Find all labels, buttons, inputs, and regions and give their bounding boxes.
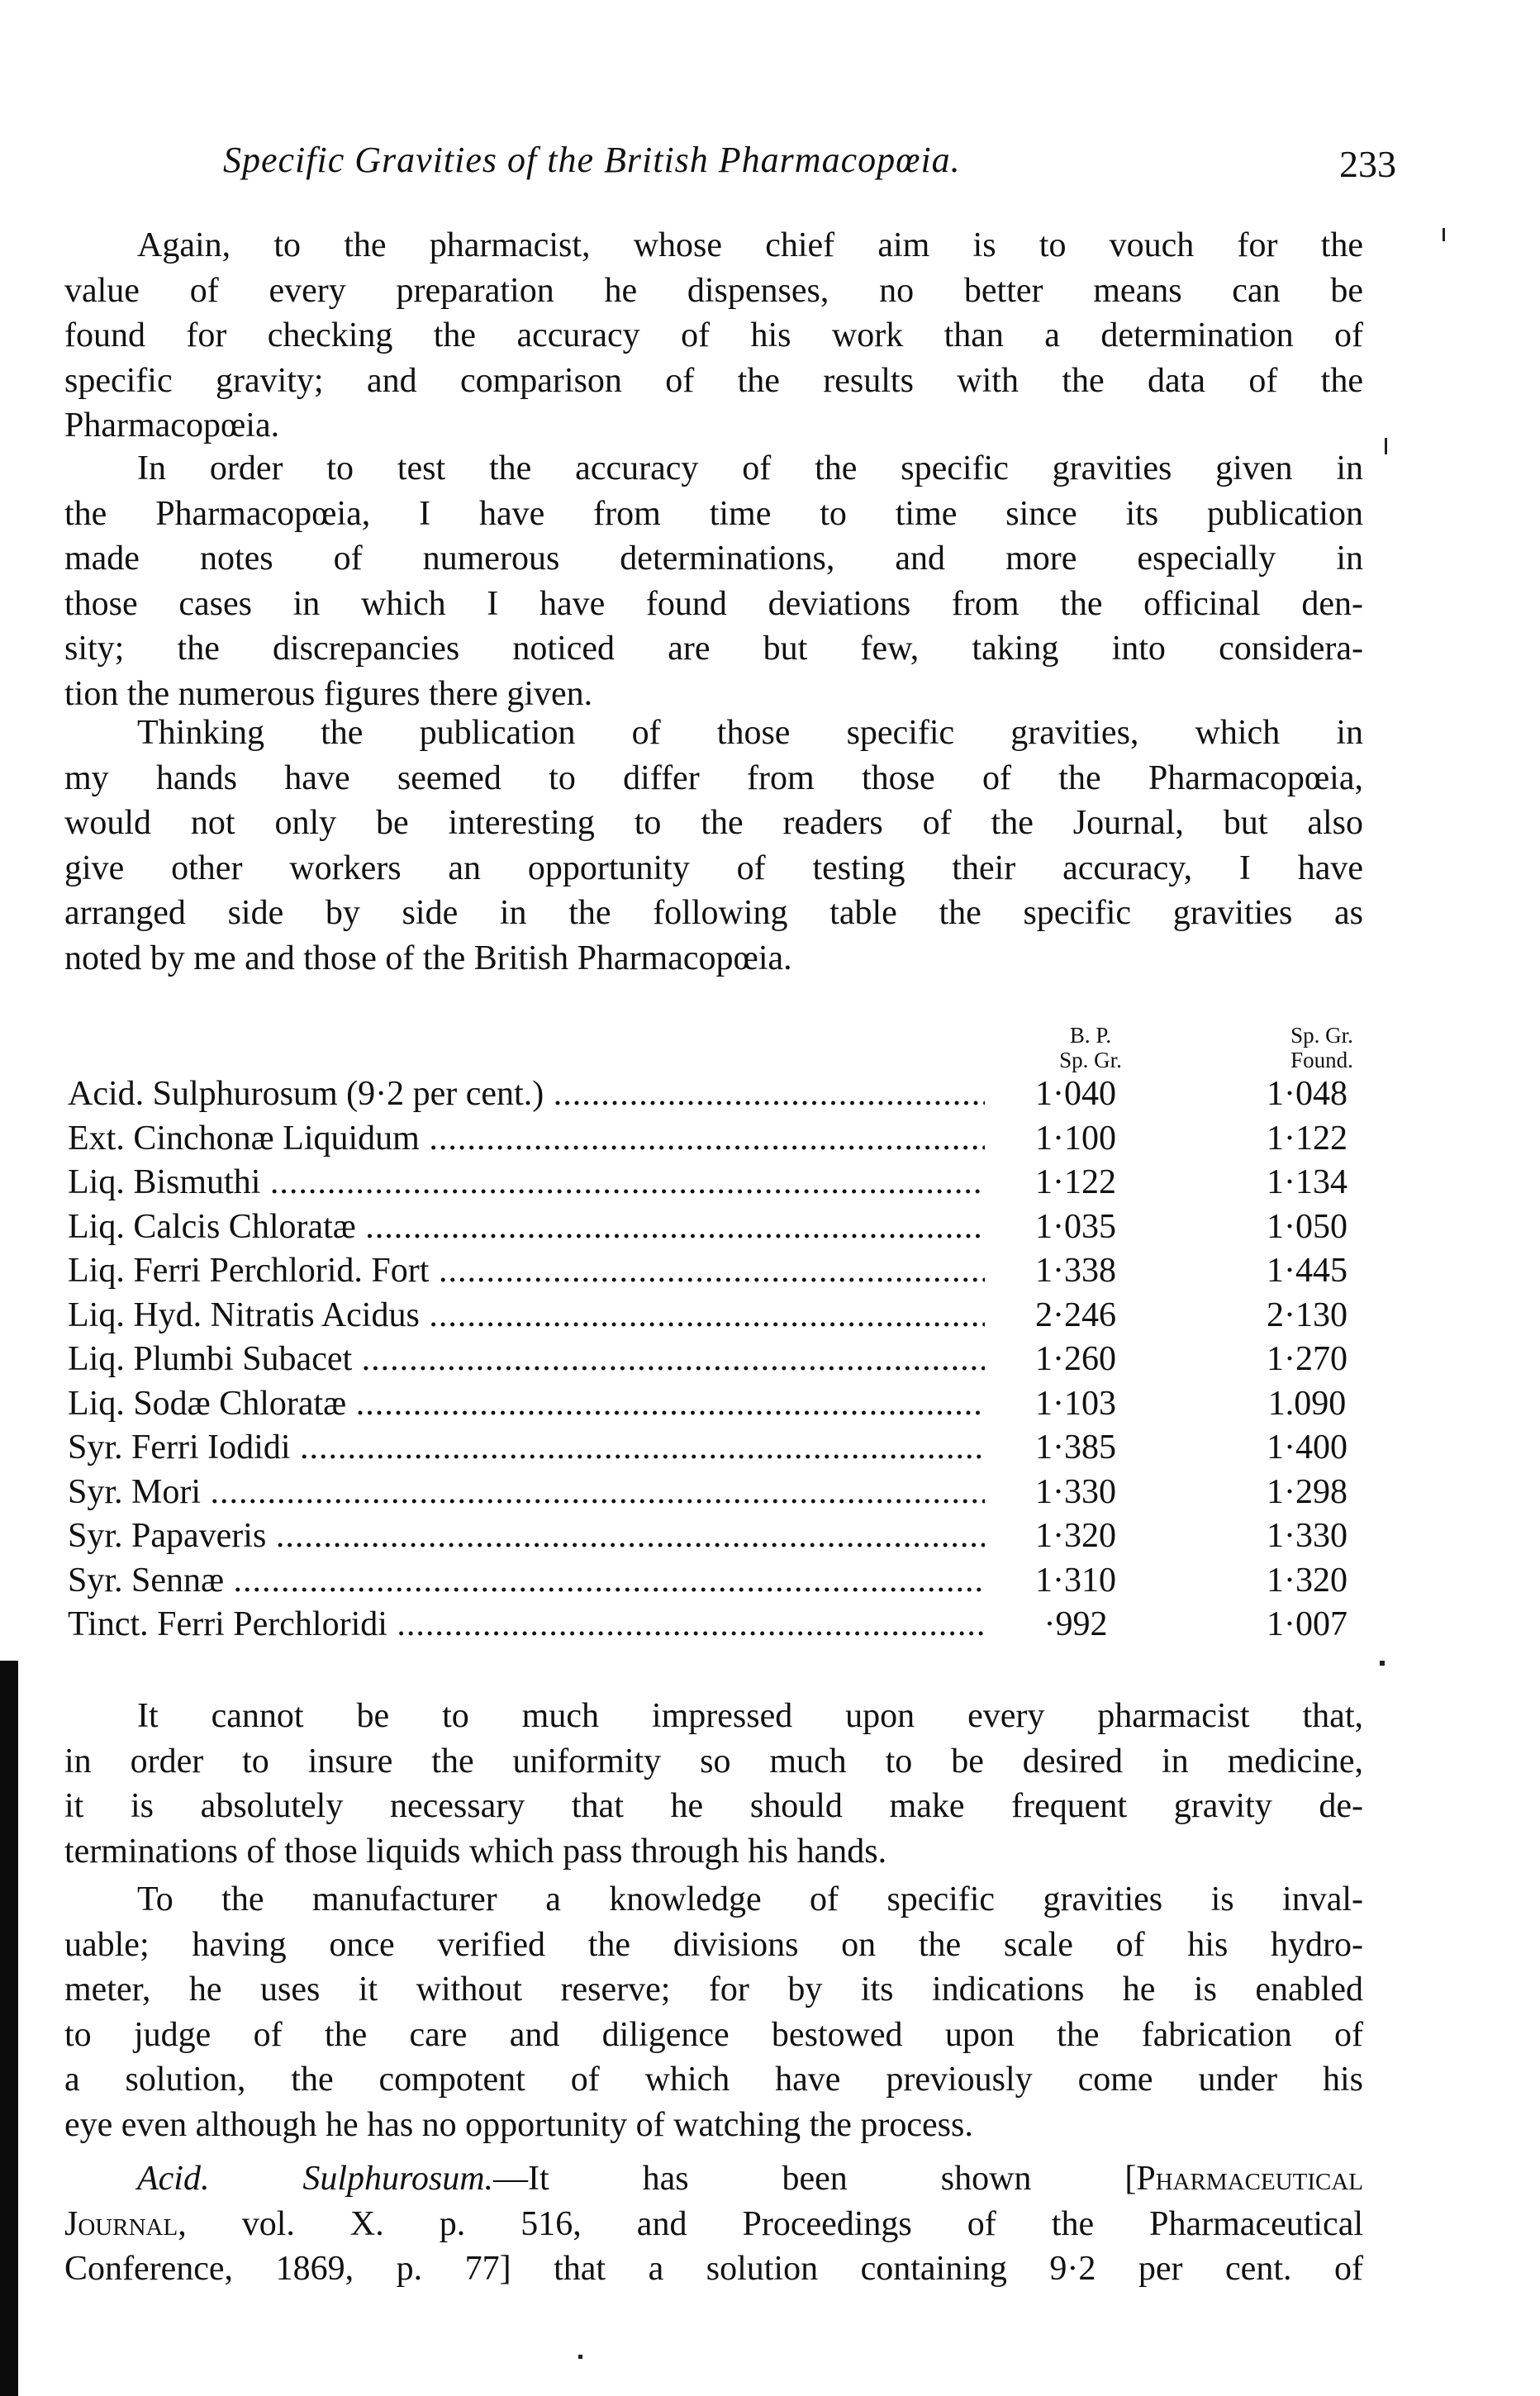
preparation-name: Acid. Sulphurosum (9·2 per cent.) ..... <box>68 1074 985 1114</box>
scan-speck <box>1443 228 1445 241</box>
column-header-line: Sp. Gr. <box>1290 1023 1353 1048</box>
text-line: give other workers an opportunity of testing their accuracy, I have <box>64 849 1363 887</box>
table-row <box>68 1516 1373 1561</box>
text-line: those cases in which I have found deviations from the officinal den- <box>64 584 1363 623</box>
text-line: specific gravity; and comparison of the results with the data of the <box>64 361 1363 400</box>
preparation-name: Liq. Hyd. Nitratis Acidus ..... <box>68 1295 985 1335</box>
preparation-name: Syr. Ferri Iodidi ..... <box>68 1428 985 1467</box>
text-line: a solution, the compotent of which have previously come under his <box>64 2061 1363 2099</box>
scan-edge-shadow <box>0 1661 18 2396</box>
text-line: terminations of those liquids which pass through his hands. <box>64 1832 887 1871</box>
found-specific-gravity: 1·330 <box>1267 1517 1348 1555</box>
table-row <box>68 1604 1373 1649</box>
bp-specific-gravity: 1·320 <box>1035 1517 1116 1555</box>
column-header-line: Sp. Gr. <box>1059 1048 1122 1072</box>
scan-speck <box>1380 1661 1385 1666</box>
table-row <box>68 1251 1373 1295</box>
found-specific-gravity: 1.090 <box>1267 1384 1347 1423</box>
text-line: it is absolutely necessary that he should make frequent gravity de- <box>64 1787 1363 1825</box>
preparation-name: Syr. Mori ..... <box>68 1472 985 1512</box>
table-row <box>68 1074 1373 1119</box>
bp-specific-gravity: 1·385 <box>1035 1429 1116 1467</box>
column-header-found <box>1239 1023 1405 1072</box>
bp-specific-gravity: 1·100 <box>1035 1119 1116 1158</box>
text-line: sity; the discrepancies noticed are but few, taking into considera- <box>64 630 1363 668</box>
preparation-name: Syr. Sennæ ..... <box>68 1561 985 1600</box>
found-specific-gravity: 1·050 <box>1267 1207 1348 1246</box>
found-specific-gravity: 1·007 <box>1267 1605 1348 1643</box>
found-specific-gravity: 1·445 <box>1267 1252 1348 1290</box>
page-number: 233 <box>1339 143 1396 185</box>
specific-gravity-table <box>68 1074 1373 1649</box>
table-row <box>68 1561 1373 1605</box>
text-run: —It has been shown [ <box>493 2160 1137 2198</box>
text-line: found for checking the accuracy of his work than a determination of <box>64 316 1363 354</box>
text-line: meter, he uses it without reserve; for by its indications he is enabled <box>64 1971 1363 2009</box>
paragraph-acid-sulphurosum <box>64 2156 1363 2292</box>
text-line: the Pharmacopœia, I have from time to time since its publication <box>64 494 1363 533</box>
preparation-name: Ext. Cinchonæ Liquidum ..... <box>68 1119 985 1158</box>
bp-specific-gravity: 2·246 <box>1035 1295 1116 1334</box>
bp-specific-gravity: 1·103 <box>1035 1384 1116 1423</box>
paragraph-manufacturer <box>64 1877 1363 2147</box>
preparation-name: Liq. Sodæ Chloratæ ..... <box>68 1384 985 1424</box>
text-line: Thinking the publication of those specific gravities, which in <box>137 714 1363 752</box>
table-row <box>68 1472 1373 1517</box>
text-run: , vol. X. p. 516, and Proceedings of the Pharmaceutical <box>178 2204 1363 2243</box>
preparation-name: Liq. Calcis Chloratæ ..... <box>68 1207 985 1247</box>
found-specific-gravity: 2·130 <box>1267 1295 1348 1334</box>
text-line: noted by me and those of the British Pharmacopœia. <box>64 939 792 977</box>
text-line: In order to test the accuracy of the specific gravities given in <box>137 449 1363 487</box>
preparation-name: Liq. Bismuthi ..... <box>68 1162 985 1202</box>
table-row <box>68 1339 1373 1384</box>
scan-speck <box>1385 438 1387 454</box>
bp-specific-gravity: 1·260 <box>1035 1340 1116 1378</box>
bp-specific-gravity: 1·330 <box>1035 1472 1116 1511</box>
text-line: Conference, 1869, p. 77] that a solution containing 9·2 per cent. of <box>64 2250 1363 2288</box>
column-header-line: Found. <box>1290 1048 1353 1072</box>
preparation-name: Tinct. Ferri Perchloridi ..... <box>68 1604 985 1644</box>
section-lead: Acid. Sulphurosum. <box>137 2160 494 2198</box>
text-line: Again, to the pharmacist, whose chief aim is to vouch for the <box>137 226 1363 264</box>
bp-specific-gravity: 1·310 <box>1035 1561 1116 1600</box>
preparation-name: Syr. Papaveris ..... <box>68 1516 985 1556</box>
paragraph-uniformity <box>64 1694 1363 1874</box>
running-head <box>223 139 1396 197</box>
found-specific-gravity: 1·400 <box>1267 1429 1348 1467</box>
table-row <box>68 1384 1373 1429</box>
text-line: made notes of numerous determinations, and more especially in <box>64 540 1363 578</box>
scan-speck <box>578 2355 582 2359</box>
preparation-name: Liq. Ferri Perchlorid. Fort ..... <box>68 1251 985 1291</box>
bp-specific-gravity: 1·035 <box>1035 1207 1116 1246</box>
text-line: Pharmacopœia. <box>64 406 280 444</box>
journal-name: Journal <box>64 2204 178 2243</box>
column-header-bp <box>1008 1023 1173 1072</box>
bp-specific-gravity: 1·122 <box>1035 1163 1116 1201</box>
paragraph-publication <box>64 711 1363 981</box>
page-title: Specific Gravities of the British Pharmacopœia. <box>223 140 961 180</box>
paragraph-accuracy-test <box>64 446 1363 716</box>
table-row <box>68 1119 1373 1163</box>
bp-specific-gravity: 1·338 <box>1035 1252 1116 1290</box>
found-specific-gravity: 1·320 <box>1267 1561 1348 1600</box>
text-line <box>64 2156 1363 2202</box>
text-line: eye even although he has no opportunity of watching the process. <box>64 2105 973 2144</box>
text-line: tion the numerous figures there given. <box>64 674 593 713</box>
text-line <box>64 2202 1363 2247</box>
table-row <box>68 1207 1373 1252</box>
bp-specific-gravity: 1·040 <box>1035 1075 1116 1113</box>
found-specific-gravity: 1·270 <box>1267 1340 1348 1378</box>
found-specific-gravity: 1·122 <box>1267 1119 1348 1158</box>
preparation-name: Liq. Plumbi Subacet ..... <box>68 1339 985 1379</box>
table-row <box>68 1428 1373 1472</box>
journal-name: Pharmaceutical <box>1136 2160 1363 2198</box>
text-line: in order to insure the uniformity so much to be desired in medicine, <box>64 1742 1363 1780</box>
table-row <box>68 1162 1373 1207</box>
text-line: value of every preparation he dispenses, no better means can be <box>64 271 1363 310</box>
text-line: To the manufacturer a knowledge of specific gravities is inval- <box>137 1880 1363 1918</box>
text-line: It cannot be to much impressed upon every pharmacist that, <box>137 1697 1363 1735</box>
found-specific-gravity: 1·048 <box>1267 1075 1348 1113</box>
text-line: my hands have seemed to differ from those of the Pharmacopœia, <box>64 758 1363 797</box>
column-header-line: B. P. <box>1069 1023 1112 1048</box>
text-line: arranged side by side in the following table the specific gravities as <box>64 894 1363 932</box>
text-line: to judge of the care and diligence bestowed upon the fabrication of <box>64 2015 1363 2054</box>
text-line: would not only be interesting to the readers of the Journal, but also <box>64 804 1363 842</box>
text-line: uable; having once verified the divisions on the scale of his hydro- <box>64 1925 1363 1964</box>
bp-specific-gravity: ·992 <box>1043 1605 1108 1643</box>
found-specific-gravity: 1·298 <box>1267 1472 1348 1511</box>
found-specific-gravity: 1·134 <box>1267 1163 1348 1201</box>
table-row <box>68 1295 1373 1340</box>
paragraph-pharmacist <box>64 223 1363 449</box>
